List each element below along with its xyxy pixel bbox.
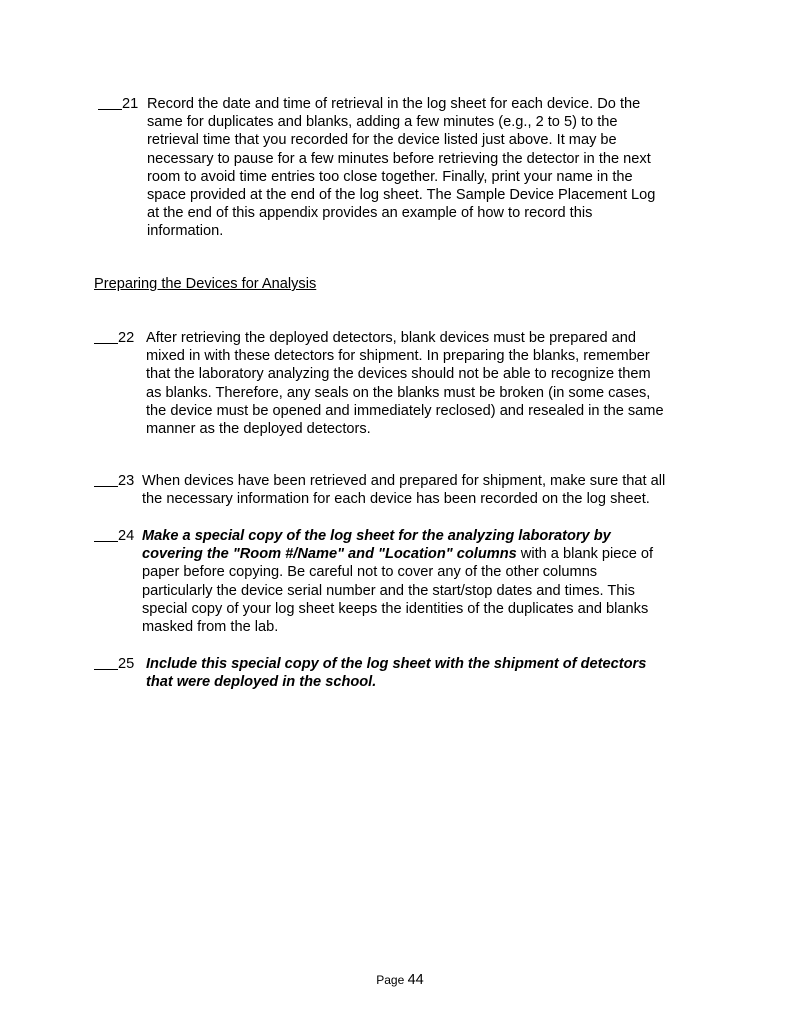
item-text: After retrieving the deployed detectors, blank devices must be prepared and mixed in with these detectors for shipment. In preparing the blanks, remember that the laboratory analyzing the devices should not be able to recognize them as blanks. Therefore, any seals on the blanks must be broken (in some cases, the device must be opened and immediately reclosed) and resealed in the same manner as the deployed detectors. [146,330,664,438]
check-blank [98,95,122,110]
check-blank [94,655,118,670]
page-number: 44 [407,972,424,988]
section-heading: Preparing the Devices for Analysis [94,276,317,292]
item-number: 25 [94,655,134,673]
page-label: Page [376,973,405,987]
check-blank [94,472,118,487]
emphasized-text: Make a special copy of the log sheet for the analyzing laboratory by [142,528,611,544]
item-number: 21 [98,95,138,113]
item-number: 23 [94,472,134,490]
item-number: 24 [94,527,134,545]
item-text: When devices have been retrieved and prepared for shipment, make sure that all the necessary information for each device has been recorded on the log sheet. [142,473,666,508]
check-blank [94,527,118,542]
item-number: 22 [94,329,134,347]
item-text [146,655,646,691]
page-footer [0,971,800,989]
item-text: Make a special copy of the log sheet for the analyzing laboratory by covering the "Room #/Name" and "Location" columns with a blank piece of paper before copying. Be careful not to cover any of the other columns particularly the device serial number and the start/stop dates and times. This special copy of your log sheet keeps the identities of the duplicates and blanks masked from the lab. [142,528,654,636]
item-text: Record the date and time of retrieval in the log sheet for each device. Do the same for duplicates and blanks, adding a few minutes (e.g., 2 to 5) to the retrieval time that you recorded for the device listed just above. It may be necessary to pause for a few minutes before retrieving the detector in the next room to avoid time entries too close together. Finally, print your name in the space provided at the end of the log sheet. The Sample Device Placement Log at the end of this appendix provides an example of how to record this information. [147,96,656,240]
check-blank [94,329,118,344]
emphasized-text: that were deployed in the school. [146,674,377,691]
emphasized-text: Include this special copy of the log sheet with the shipment of detectors [146,656,647,672]
emphasized-text: covering the "Room #/Name" and "Location" columns [142,546,517,563]
